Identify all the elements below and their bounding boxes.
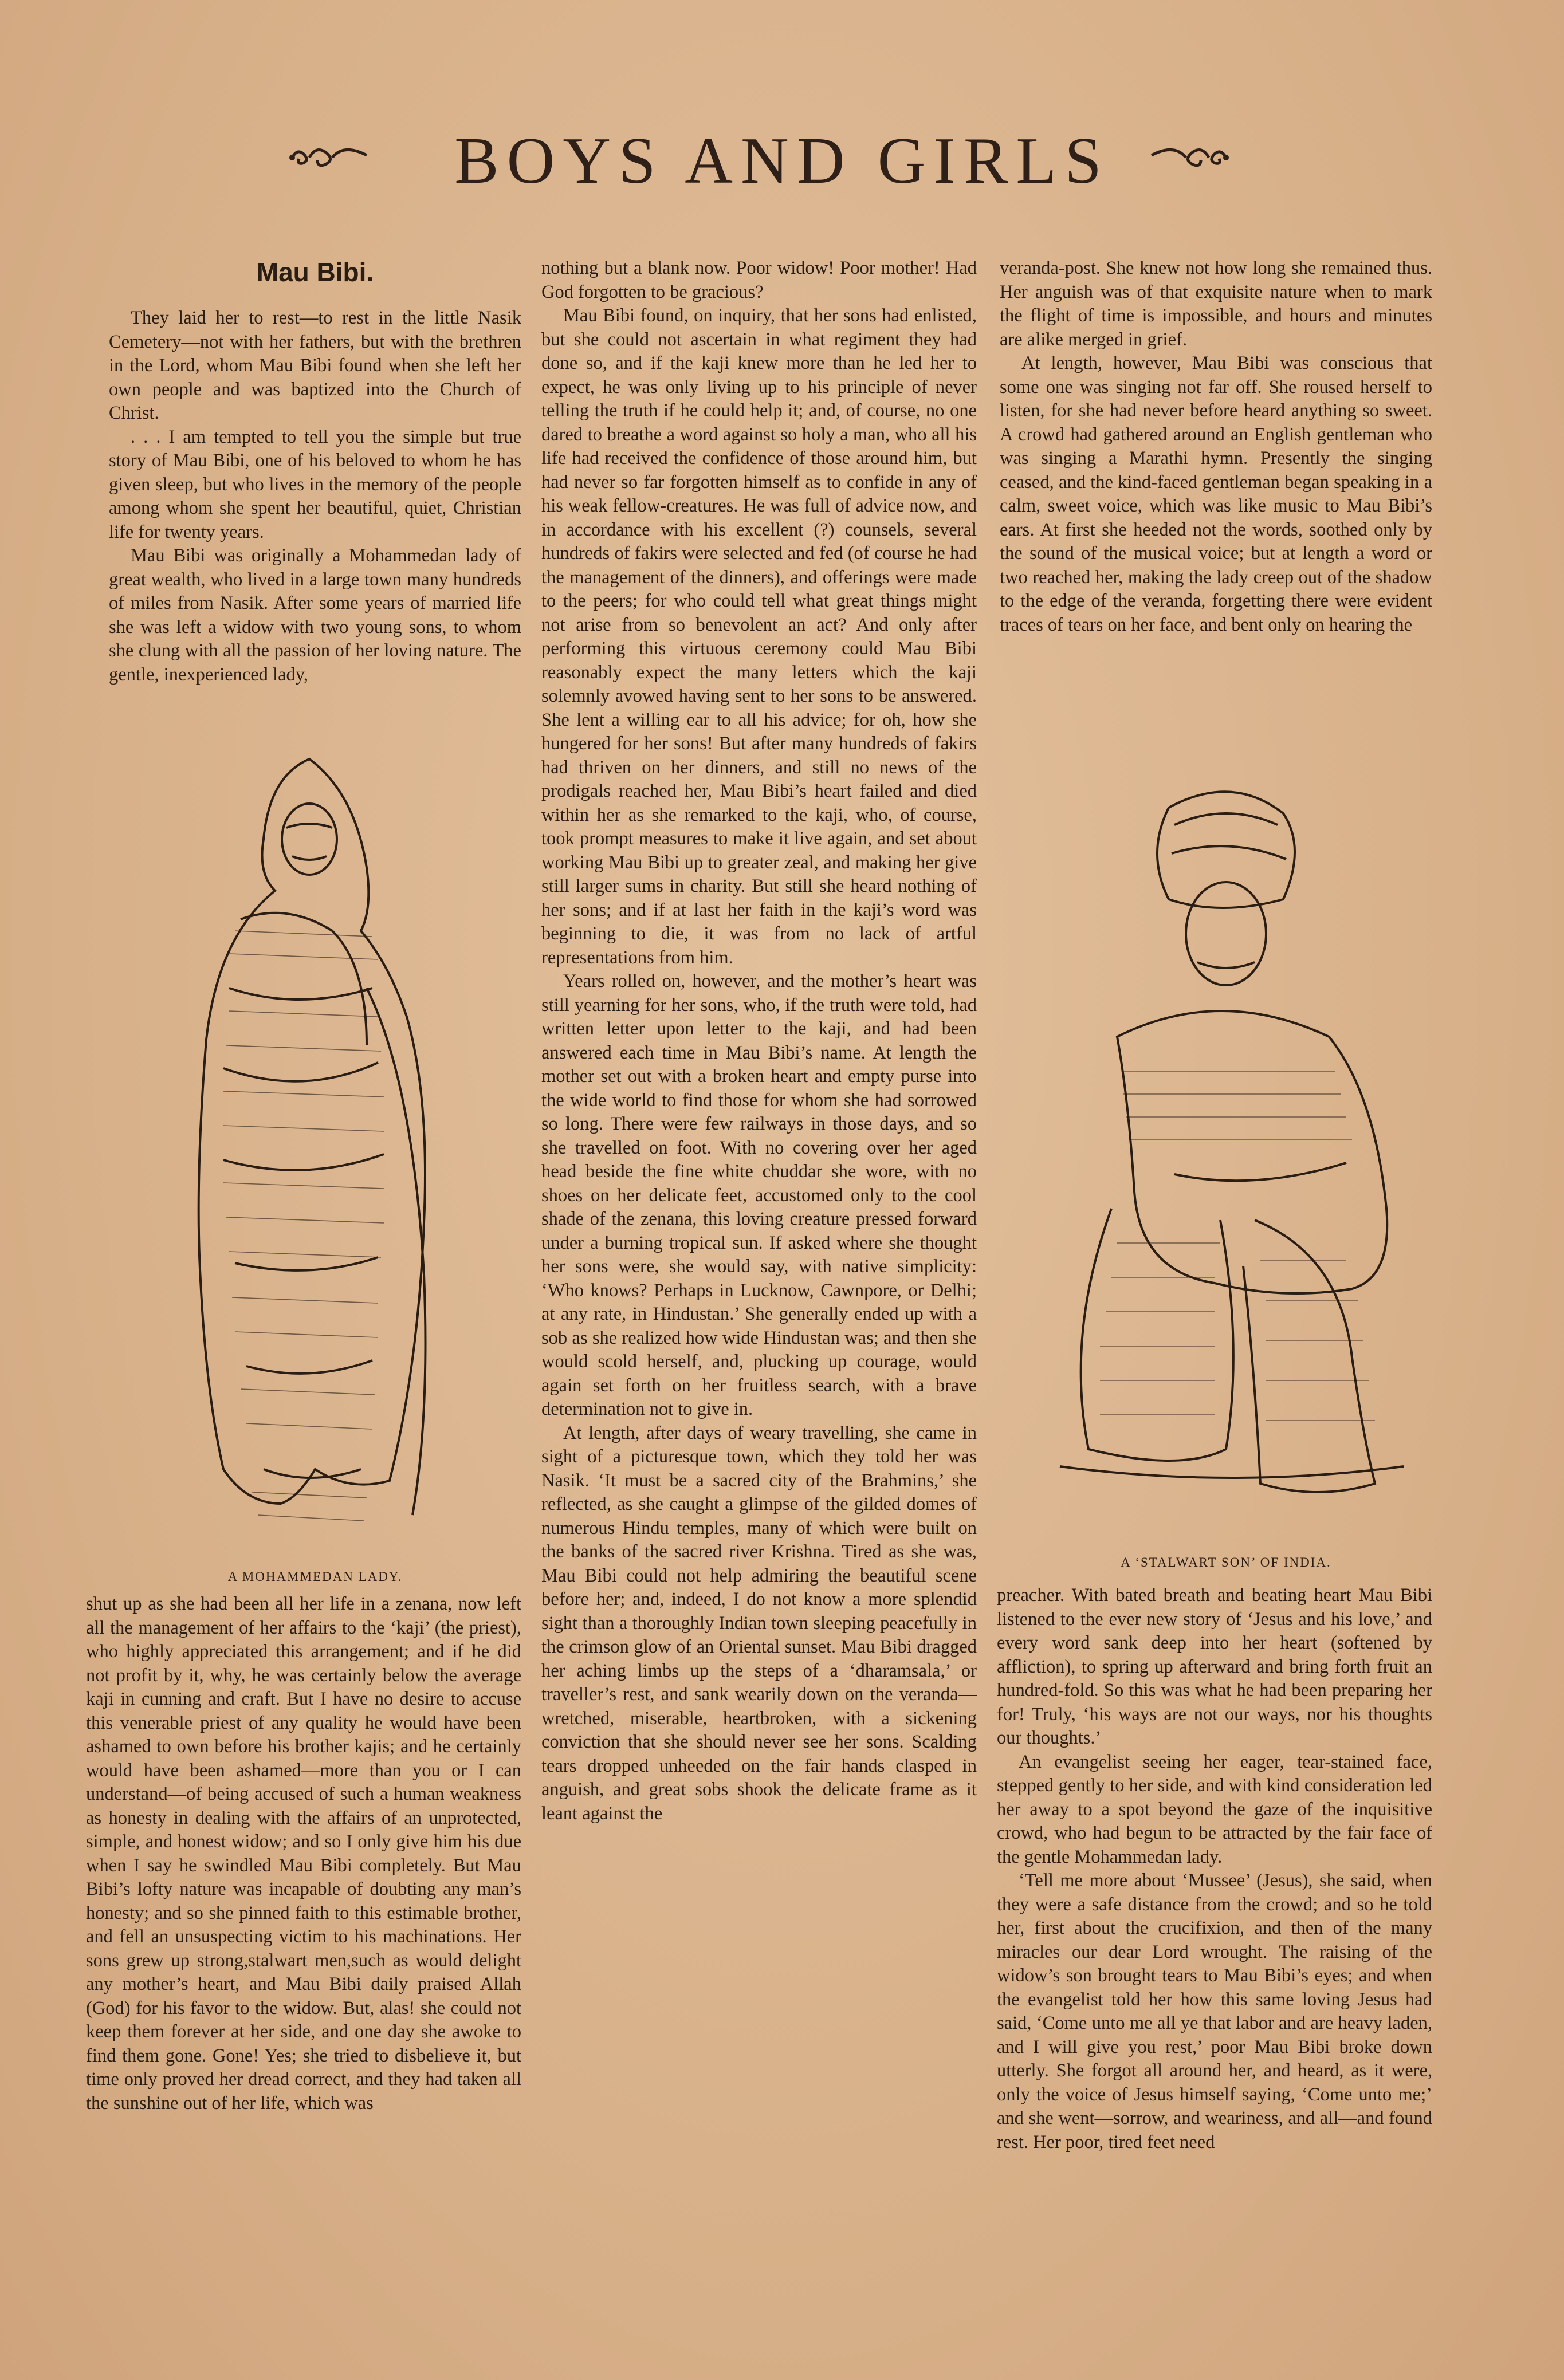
left-illustration-caption: A MOHAMMEDAN LADY. bbox=[227, 1569, 403, 1584]
page-title: BOYS AND GIRLS bbox=[454, 124, 1110, 198]
paragraph: Mau Bibi found, on inquiry, that her sons had enlisted, but she could not ascertain in what regiment they had done so, and if the kaji knew more than he led her to expect, he was only living up to his principle of never telling the truth if he could help it; and, of course, no one dared to breathe a word against so holy a man, who all his life had received the confidence of those around him, but had never so far forgotten himself as to confide in any of his weak fellow-creatures. He was full of advice now, and in accordance with his excellent (?) counsels, several hundreds of fakirs were selected and fed (of course he had the management of the dinners), and offerings were made to the peers; for who could tell what great things might not arise from so benevolent an act? And only after performing this virtuous ceremony could Mau Bibi reasonably expect the many letters which the kaji solemnly avowed having sent to her sons to be answered. She lent a willing ear to all his advice; for oh, how she hungered for her sons! But after many hundreds of fakirs had thriven on her dinners, and still no news of the prodigals reached her, Mau Bibi’s heart failed and died within her as she remarked to the kaji, who, of course, took prompt measures to make it live again, and set about working Mau Bibi up to greater zeal, and making her give still larger sums in charity. But still she heard nothing of her sons; and if at last her faith in the kaji’s word was beginning to die, it was from no lack of artful representations from him. bbox=[541, 305, 977, 968]
paragraph: They laid her to rest—to rest in the little Nasik Cemetery—not with her fathers, but with the brethren in the Lord, whom Mau Bibi found when she left her own people and was baptized into the Church of Christ. bbox=[109, 308, 521, 423]
paragraph: nothing but a blank now. Poor widow! Poor mother! Had God forgotten to be gracious? bbox=[541, 258, 977, 302]
right-illustration-caption: A ‘STALWART SON’ OF INDIA. bbox=[1121, 1555, 1331, 1569]
column-3-top bbox=[1000, 257, 1432, 637]
paragraph: veranda-post. She knew not how long she remained thus. Her anguish was of that exquisite nature when to mark the flight of time is impossible, and hours and minutes are alike merged in grief. bbox=[1000, 258, 1432, 350]
right-flourish-ornament bbox=[1146, 137, 1232, 178]
paragraph: At length, after days of weary travelling, she came in sight of a picturesque town, which they told her was Nasik. ‘It must be a sacred city of the Brahmins,’ she reflected, as she caught a glimpse of the gilded domes of numerous Hindu temples, many of which were built on the banks of the sacred river Krishna. Tired as she was, Mau Bibi could not help admiring the beautiful scene before her; and, indeed, I do not know a more splendid sight than a thoroughly Indian town sleeping peacefully in the crimson glow of an Oriental sunset. Mau Bibi dragged her aching limbs up the steps of a ‘dharamsala,’ or traveller’s rest, and sank wearily down on the veranda—wretched, miserable, heartbroken, with a sickening conviction that she should never see her sons. Scalding tears dropped unheeded on the fair hands clasped in anguish, and great sobs shook the delicate frame as it leant against the bbox=[541, 1422, 977, 1824]
paragraph: Mau Bibi was originally a Mohammedan lady of great wealth, who lived in a large town many hundreds of miles from Nasik. After some years of married life she was left a widow with two young sons, to whom she clung with all the passion of her loving nature. The gentle, inexperienced lady, bbox=[109, 545, 521, 685]
paragraph: . . . I am tempted to tell you the simple but true story of Mau Bibi, one of his beloved to whom he has given sleep, but who lives in the memory of the people among whom she spent her beautiful, quiet, Christian life for twenty years. bbox=[109, 426, 521, 542]
paragraph: At length, however, Mau Bibi was conscious that some one was singing not far off. She roused herself to listen, for she had never before heard anything so sweet. A crowd had gathered around an English gentleman who was singing a Marathi hymn. Presently the singing ceased, and the kind-faced gentleman began speaking in a calm, sweet voice, which was like music to Mau Bibi’s ears. At first she heeded not the words, soothed only by the sound of the musical voice; but at length a word or two reached her, making the lady creep out of the shadow to the edge of the veranda, forgetting there were evident traces of tears on her face, and bent only on hearing the bbox=[1000, 353, 1432, 635]
paragraph: preacher. With bated breath and beating heart Mau Bibi listened to the ever new story of ‘Jesus and his love,’ and every word sank deep into her heart (softened by affliction), to spring up afterward and bring forth fruit an hundred-fold. So this was what he had been preparing her for! Truly, ‘his ways are not our ways, nor his thoughts our thoughts.’ bbox=[997, 1585, 1432, 1748]
article-title: Mau Bibi. bbox=[256, 257, 374, 287]
paragraph: Years rolled on, however, and the mother’s heart was still yearning for her sons, who, if the truth were told, had written letter upon letter to the kaji, and had been answered each time in Mau Bibi’s name. At length the mother set out with a broken heart and empty purse into the wide world to find those for whom she had sorrowed so long. There were few railways in those days, and so she travelled on foot. With no covering over her aged head beside the fine white chuddar she wore, with no shoes on her delicate feet, accustomed only to the cool shade of the zenana, this loving creature pressed forward under a burning tropical sun. If asked where she thought her sons were, she would say, with native simplicity: ‘Who knows? Perhaps in Lucknow, Cawnpore, or Delhi; at any rate, in Hindustan.’ She generally ended up with a sob as she realized how wide Hindustan was; and then she would scold herself, and, plucking up courage, would again set forth on her fruitless search, with a brave determination not to give in. bbox=[541, 971, 977, 1419]
column-1-bottom bbox=[86, 1592, 521, 2115]
paragraph: ‘Tell me more about ‘Mussee’ (Jesus), she said, when they were a safe distance from the crowd; and so he told her, first about the crucifixion, and then of the many miracles our dear Lord wrought. The raising of the widow’s son brought tears to Mau Bibi’s eyes; and when the evangelist told her how this same loving Jesus had said, ‘Come unto me all ye that labor and are heavy laden, and I will give you rest,’ poor Mau Bibi broke down utterly. She forgot all around her, and heard, as it were, only the voice of Jesus himself saying, ‘Come unto me;’ and she went—sorrow, and weariness, and all—and found rest. Her poor, tired feet need bbox=[997, 1870, 1432, 2153]
column-2 bbox=[541, 257, 977, 1826]
mohammedan-lady-illustration bbox=[137, 748, 493, 1561]
paragraph: shut up as she had been all her life in a zenana, now left all the management of her affairs to the ‘kaji’ (the priest), who highly appreciated this arrangement; and if he did not profit by it, why, he was certainly below the average kaji in cunning and craft. But I have no desire to accuse this venerable priest of any quality he would have been ashamed to own before his brother kajis; and he certainly would have been ashamed—more than you or I can understand—of being accused of such a human weakness as honesty in dealing with the affairs of an unprotected, simple, and honest widow; and so I only give him his due when I say he swindled Mau Bibi completely. But Mau Bibi’s lofty nature was incapable of doubting any man’s honesty; and so she pinned faith to this estimable brother, and fell an unsuspecting victim to his machinations. Her sons grew up strong,stalwart men,such as would delight any mother’s heart, and Mau Bibi daily praised Allah (God) for his favor to the widow. But, alas! she could not keep them forever at her side, and one day she awoke to find them gone. Gone! Yes; she tried to disbelieve it, but time only proved her dread correct, and they had taken all the sunshine out of her life, which was bbox=[86, 1594, 521, 2114]
column-1-top bbox=[109, 306, 521, 687]
column-3-bottom bbox=[997, 1584, 1432, 2154]
paragraph: An evangelist seeing her eager, tear-stained face, stepped gently to her side, and with kind consideration led her away to a spot beyond the gaze of the inquisitive crowd, who had begun to be attracted by the fair face of the gentle Mohammedan lady. bbox=[997, 1751, 1432, 1867]
stalwart-son-illustration bbox=[1025, 773, 1438, 1529]
